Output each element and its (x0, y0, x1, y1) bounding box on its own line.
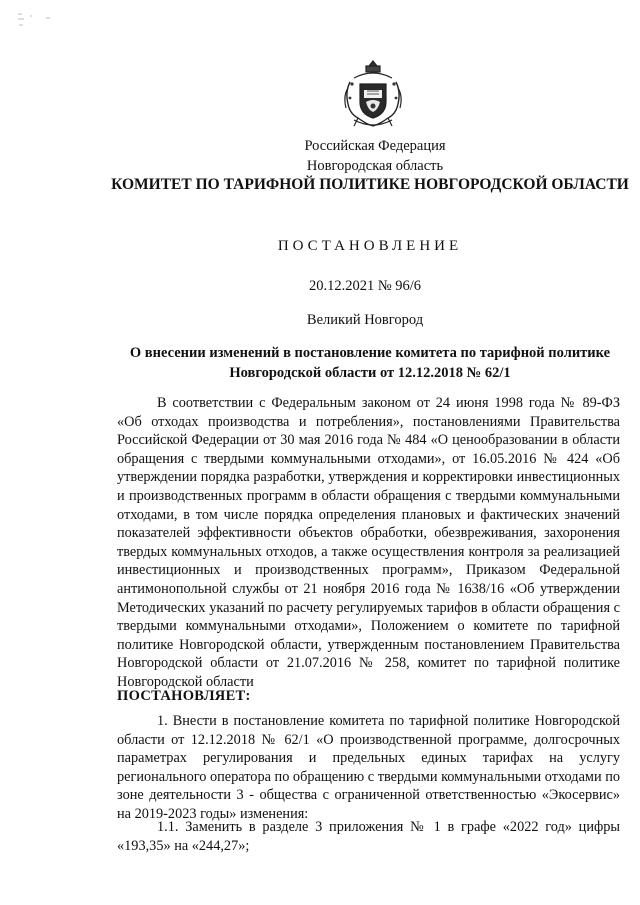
document-date-number: 20.12.2021 № 96/6 (308, 278, 422, 294)
coat-of-arms-icon (340, 58, 406, 130)
preamble-paragraph: В соответствии с Федеральным законом от 24 июня 1998 года № 89-ФЗ «Об отходах производства и потребления», постановлениями Правительства Российской Федерации от 30 мая 2016 года № 484 «О ценообразовании в области обращения с твердыми коммунальными отходами», от 16.05.2016 № 424 «Об утверждении порядка разработки, утверждения и корректировки инвестиционных и производственных программ в области обращения с твердыми коммунальными отходами, в том числе порядка определения плановых и фактических значений показателей эффективности объектов обработки, обезвреживания, захоронения твердых коммунальных отходов, а также осуществления контроля за реализацией инвестиционных и производственных программ», Приказом Федеральной антимонопольной службы от 21 ноября 2016 года № 1638/16 «Об утверждении Методических указаний по расчету регулируемых тарифов в области обращения с твердыми коммунальными отходами», Положением о комитете по тарифной политике Новгородской области, утвержденным постановлением Правительства Новгородской области от 21.07.2016 № 258, комитет по тарифной политике Новгородской области (117, 395, 620, 690)
document-type: ПОСТАНОВЛЕНИЕ (277, 238, 463, 254)
country-name: Российская Федерация (304, 138, 446, 154)
committee-name: КОМИТЕТ ПО ТАРИФНОЙ ПОЛИТИКЕ НОВГОРОДСКОЙ ОБЛАСТИ (111, 176, 629, 193)
item-1-1-paragraph: 1.1. Заменить в разделе 3 приложения № 1 в графе «2022 год» цифры «193,35» на «244,27»; (117, 819, 620, 854)
resolves-heading: ПОСТАНОВЛЯЕТ: (117, 688, 251, 704)
item-1-paragraph: 1. Внести в постановление комитета по тарифной политике Новгородской области от 12.12.2018 № 62/1 «О производственной программе, долгосрочных параметрах регулирования и предельных единых тарифах на услугу регионального оператора по обращению с твердыми коммунальными отходами по зоне деятельности 3 - общества с ограниченной ответственностью «Экосервис» на 2019-2023 годы» изменения: (117, 713, 620, 822)
document-city: Великий Новгород (306, 312, 424, 328)
scan-mark-icon (16, 10, 56, 32)
region-name: Новгородская область (306, 158, 444, 174)
document-title: О внесении изменений в постановление комитета по тарифной политике Новгородской области от 12.12.2018 № 62/1 (129, 345, 611, 381)
